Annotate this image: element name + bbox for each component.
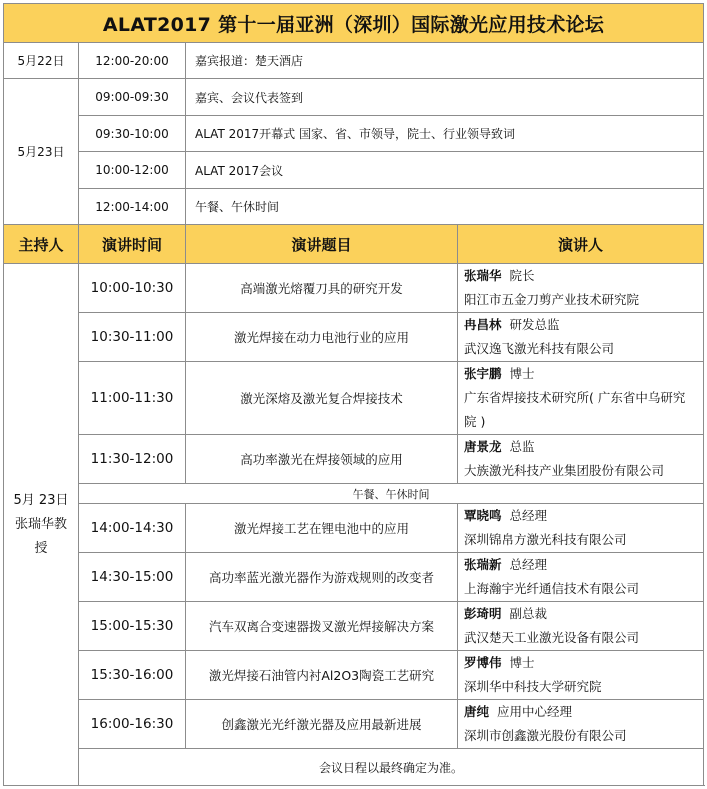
day1-event: 嘉宾报道：楚天酒店 xyxy=(186,43,704,79)
talk-time: 11:30-12:00 xyxy=(79,435,186,484)
host-cell xyxy=(4,264,79,786)
speaker-name: 唐纯 xyxy=(464,704,490,719)
day2-time: 12:00-14:00 xyxy=(79,189,186,225)
speaker-org: 深圳锦帛方激光科技有限公司 xyxy=(464,532,627,547)
talk-speaker xyxy=(458,553,704,602)
speaker-org: 深圳华中科技大学研究院 xyxy=(464,679,602,694)
talk-row xyxy=(4,504,704,553)
talk-topic: 高端激光熔覆刀具的研究开发 xyxy=(186,264,458,313)
day2-time: 09:30-10:00 xyxy=(79,116,186,152)
talk-time: 14:30-15:00 xyxy=(79,553,186,602)
header-speaker: 演讲人 xyxy=(458,225,704,264)
talk-row xyxy=(4,553,704,602)
table-header xyxy=(4,225,704,264)
day2-time: 09:00-09:30 xyxy=(79,79,186,116)
talk-speaker xyxy=(458,435,704,484)
talk-speaker xyxy=(458,602,704,651)
speaker-org: 大族激光科技产业集团股份有限公司 xyxy=(464,463,665,478)
talk-topic: 激光焊接工艺在锂电池中的应用 xyxy=(186,504,458,553)
speaker-name: 张瑞新 xyxy=(464,557,502,572)
day2-event: ALAT 2017开幕式 国家、省、市领导，院士、行业领导致词 xyxy=(186,116,704,152)
footer-note: 会议日程以最终确定为准。 xyxy=(79,749,704,786)
talk-topic: 激光焊接在动力电池行业的应用 xyxy=(186,313,458,362)
speaker-role: 应用中心经理 xyxy=(496,704,572,719)
talk-speaker xyxy=(458,651,704,700)
lunch-break: 午餐、午休时间 xyxy=(79,484,704,504)
talk-speaker xyxy=(458,264,704,313)
speaker-role: 总经理 xyxy=(509,508,547,523)
talk-time: 15:00-15:30 xyxy=(79,602,186,651)
speaker-name: 彭琦明 xyxy=(464,606,502,621)
speaker-name: 张宇鹏 xyxy=(464,366,502,381)
speaker-org: 武汉楚天工业激光设备有限公司 xyxy=(464,630,640,645)
talk-row xyxy=(4,435,704,484)
speaker-org: 武汉逸飞激光科技有限公司 xyxy=(464,341,615,356)
page-title: ALAT2017 第十一届亚洲（深圳）国际激光应用技术论坛 xyxy=(4,4,704,43)
talk-topic: 高功率蓝光激光器作为游戏规则的改变者 xyxy=(186,553,458,602)
speaker-name: 冉昌林 xyxy=(464,317,502,332)
lunch-row xyxy=(4,484,704,504)
speaker-role: 总经理 xyxy=(509,557,547,572)
talk-speaker xyxy=(458,504,704,553)
speaker-name: 张瑞华 xyxy=(464,268,502,283)
speaker-role: 研发总监 xyxy=(509,317,560,332)
header-time: 演讲时间 xyxy=(79,225,186,264)
speaker-role: 副总裁 xyxy=(509,606,547,621)
speaker-org: 阳江市五金刀剪产业技术研究院 xyxy=(464,292,640,307)
speaker-role: 博士 xyxy=(509,655,535,670)
talk-time: 15:30-16:00 xyxy=(79,651,186,700)
talk-topic: 激光深熔及激光复合焊接技术 xyxy=(186,362,458,435)
day1-date: 5月22日 xyxy=(4,43,79,79)
speaker-name: 覃晓鸣 xyxy=(464,508,502,523)
day2-event: 午餐、午休时间 xyxy=(186,189,704,225)
day2-date: 5月23日 xyxy=(4,79,79,225)
talk-time: 10:30-11:00 xyxy=(79,313,186,362)
talk-time: 14:00-14:30 xyxy=(79,504,186,553)
speaker-role: 博士 xyxy=(509,366,535,381)
speaker-role: 总监 xyxy=(509,439,535,454)
speaker-name: 罗博伟 xyxy=(464,655,502,670)
talk-speaker xyxy=(458,362,704,435)
talk-topic: 高功率激光在焊接领域的应用 xyxy=(186,435,458,484)
day2-event: 嘉宾、会议代表签到 xyxy=(186,79,704,116)
speaker-org: 上海瀚宇光纤通信技术有限公司 xyxy=(464,581,640,596)
talk-row xyxy=(4,651,704,700)
day2-time: 10:00-12:00 xyxy=(79,152,186,189)
schedule-table xyxy=(3,3,704,786)
day1-time: 12:00-20:00 xyxy=(79,43,186,79)
day2-event: ALAT 2017会议 xyxy=(186,152,704,189)
speaker-role: 院长 xyxy=(509,268,535,283)
header-host: 主持人 xyxy=(4,225,79,264)
talk-speaker xyxy=(458,313,704,362)
speaker-name: 唐景龙 xyxy=(464,439,502,454)
talk-time: 10:00-10:30 xyxy=(79,264,186,313)
talk-time: 16:00-16:30 xyxy=(79,700,186,749)
talk-topic: 汽车双离合变速器拨叉激光焊接解决方案 xyxy=(186,602,458,651)
talk-row xyxy=(4,602,704,651)
speaker-org: 深圳市创鑫激光股份有限公司 xyxy=(464,728,627,743)
host-name-cont: 授 xyxy=(34,540,48,556)
host-date: 5月 23日 xyxy=(13,492,69,508)
host-name: 张瑞华教 xyxy=(14,516,67,532)
talk-speaker xyxy=(458,700,704,749)
talk-row xyxy=(4,313,704,362)
talk-row xyxy=(4,700,704,749)
talk-row xyxy=(4,264,704,313)
header-topic: 演讲题目 xyxy=(186,225,458,264)
talk-topic: 创鑫激光光纤激光器及应用最新进展 xyxy=(186,700,458,749)
speaker-org: 广东省焊接技术研究所( 广东省中乌研究院 ) xyxy=(464,390,686,429)
talk-topic: 激光焊接石油管内衬Al2O3陶瓷工艺研究 xyxy=(186,651,458,700)
talk-time: 11:00-11:30 xyxy=(79,362,186,435)
talk-row xyxy=(4,362,704,435)
